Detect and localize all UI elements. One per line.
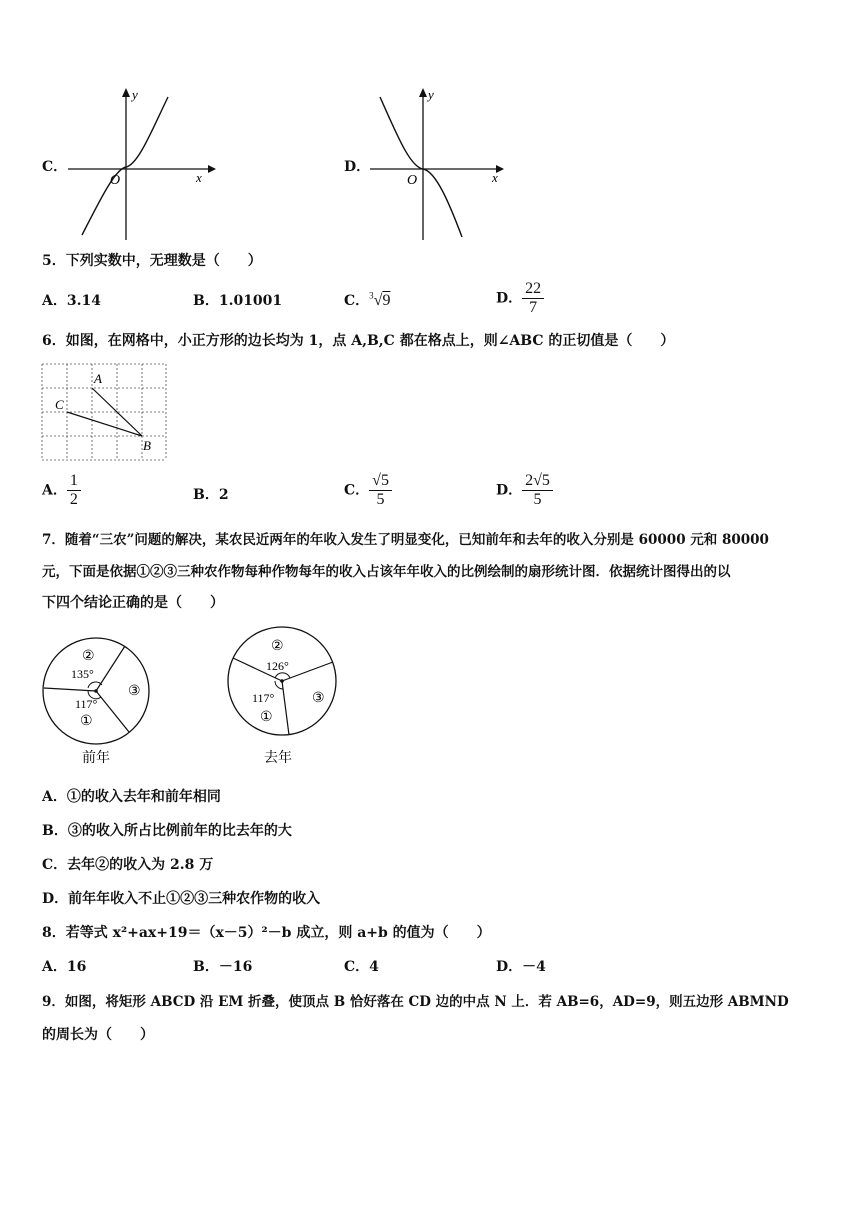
question-7-line-3: 下四个结论正确的是（ ） [42, 595, 224, 611]
curve-c [82, 97, 168, 235]
q8-option-d: D．－4 [496, 959, 546, 975]
sector-boundary [96, 646, 125, 691]
q7-option-c: C．去年②的收入为 2.8 万 [42, 857, 214, 873]
q7-option-d: D．前年年收入不止①②③三种农作物的收入 [42, 891, 321, 907]
q5-option-d [496, 280, 544, 317]
sector-1-label: ① [260, 710, 273, 725]
q6-option-c-label: C． [344, 482, 370, 499]
q5-option-c-label: C． [344, 293, 370, 309]
denominator: 2 [69, 491, 78, 508]
pie-caption-last-year: 去年 [264, 751, 292, 766]
denominator: 5 [533, 491, 542, 508]
sector-1-label: ① [80, 714, 93, 729]
q6-option-d [496, 472, 553, 509]
q5-option-d-label: D． [496, 290, 523, 307]
q6-option-c [344, 472, 392, 509]
y-axis-label: y [428, 87, 434, 102]
sector-3-label: ③ [128, 684, 141, 699]
numerator: √5 [369, 472, 392, 491]
pie-chart-last-year [226, 624, 346, 769]
angle-126-label: 126° [266, 659, 289, 673]
cube-root-index: 3 [369, 290, 374, 301]
question-9-line-1: 9．如图，将矩形 ABCD 沿 EM 折叠，使顶点 B 恰好落在 CD 边的中点 N 上．若 AB=6，AD=9，则五边形 ABMND [42, 994, 789, 1010]
q8-option-c: C．4 [344, 959, 379, 975]
angle-135-label: 135° [71, 667, 94, 681]
q5-option-a: A．3.14 [42, 293, 101, 309]
q5-option-c: C．$^3$√9 [344, 290, 391, 309]
question-5: 5．下列实数中，无理数是（ ） [42, 253, 262, 269]
question-7-line-2: 元，下面是依据①②③三种农作物每种作物每年的收入占该年年收入的比例绘制的扇形统计图．依据统计图得出的以 [42, 564, 731, 580]
point-b-label: B [143, 438, 151, 453]
point-c-label: C [55, 397, 64, 412]
q6-option-a-label: A． [42, 482, 67, 499]
y-axis-label: y [132, 87, 138, 102]
q5-option-b: B．1.01001 [193, 293, 283, 309]
sector-2-label: ② [82, 649, 95, 664]
q8-option-a: A．16 [42, 959, 87, 975]
sector-2-label: ② [271, 639, 284, 654]
x-axis-label: x [196, 170, 202, 185]
q6-option-a [42, 472, 81, 509]
option-c-label: C． [42, 159, 68, 175]
origin-label: O [110, 173, 121, 188]
denominator: 5 [376, 491, 385, 508]
sector-boundary [44, 688, 96, 691]
question-7-line-1: 7．随着“三农”问题的解决，某农民近两年的年收入发生了明显变化，已知前年和去年的收入分别是 60000 元和 80000 [42, 532, 769, 548]
question-9-line-2: 的周长为（ ） [42, 1027, 154, 1043]
q8-option-b: B．－16 [193, 959, 253, 975]
segment-cb [67, 412, 142, 436]
graph-c [60, 85, 220, 245]
sector-boundary [282, 681, 289, 735]
q6-option-b: B．2 [193, 487, 229, 503]
option-d-label: D． [344, 159, 371, 175]
point-a-label: A [94, 371, 102, 386]
pie-chart-previous-year [38, 636, 158, 766]
pie-caption-previous-year: 前年 [82, 751, 110, 766]
graph-d [362, 85, 522, 245]
sector-boundary [282, 662, 333, 681]
numerator: 2√5 [522, 472, 553, 491]
q7-option-b: B．③的收入所占比例前年的比去年的大 [42, 823, 292, 839]
radicand: 9 [382, 292, 391, 309]
grid-figure [40, 362, 170, 466]
denominator: 7 [529, 299, 538, 316]
sector-3-label: ③ [312, 691, 325, 706]
q6-option-d-label: D． [496, 482, 523, 499]
x-axis-label: x [492, 170, 498, 185]
origin-label: O [407, 173, 418, 188]
curve-d [380, 97, 462, 237]
angle-117-label: 117° [75, 697, 98, 711]
question-6: 6．如图，在网格中，小正方形的边长均为 1，点 A,B,C 都在格点上，则∠ABC 的正切值是（ ） [42, 333, 675, 349]
numerator: 22 [522, 280, 544, 299]
numerator: 1 [67, 472, 81, 491]
question-8: 8．若等式 x²+ax+19＝（x－5）²－b 成立，则 a+b 的值为（ ） [42, 925, 491, 941]
angle-117-label: 117° [252, 691, 275, 705]
q7-option-a: A．①的收入去年和前年相同 [42, 789, 221, 805]
